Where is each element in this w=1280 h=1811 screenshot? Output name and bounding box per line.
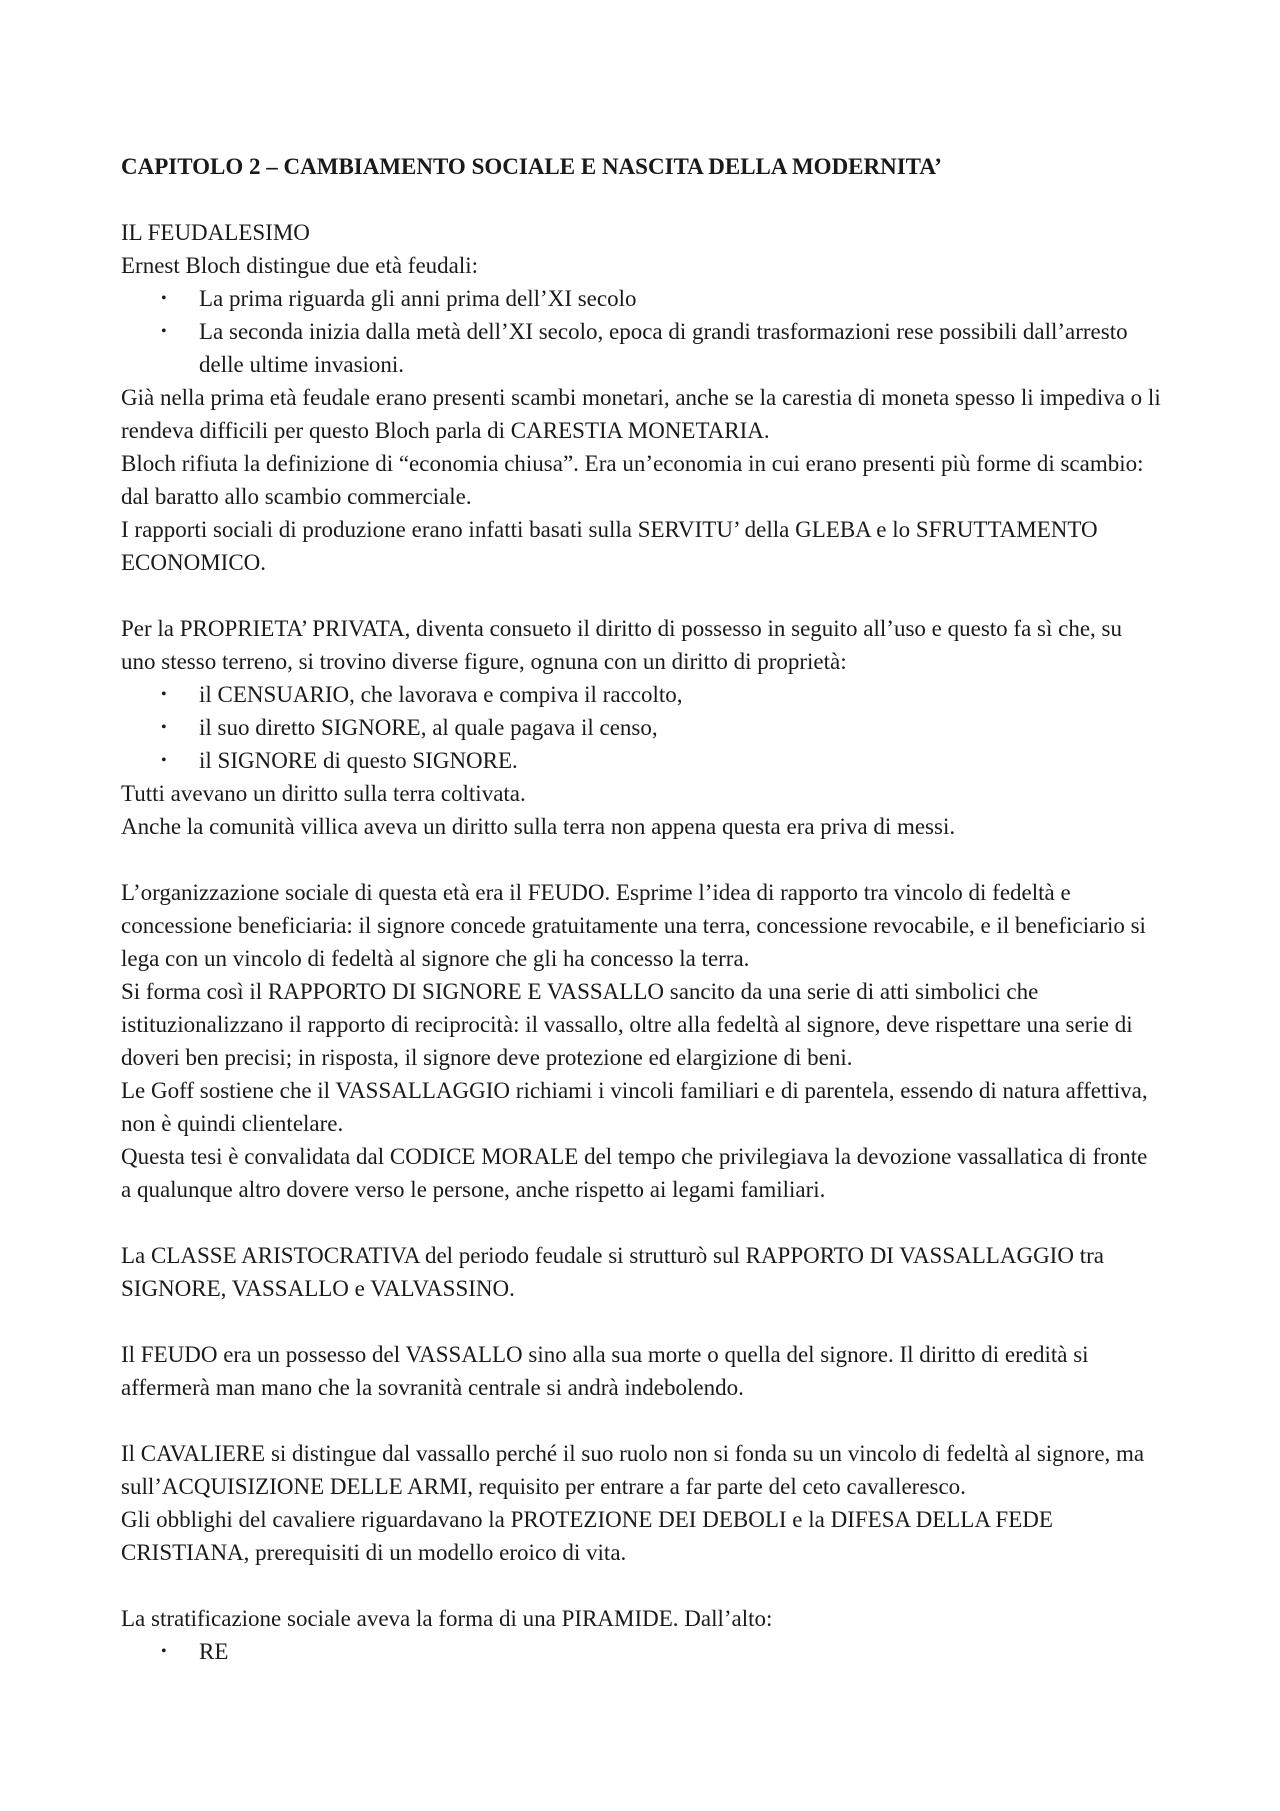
bullet-list (121, 282, 1161, 381)
chapter-title: CAPITOLO 2 – CAMBIAMENTO SOCIALE E NASCITA DELLA MODERNITA’ (121, 154, 942, 179)
paragraph: Il FEUDO era un possesso del VASSALLO sino alla sua morte o quella del signore. Il diritto di eredità si affermerà man mano che la sovranità centrale si andrà indebolendo. (121, 1342, 1089, 1400)
list-item (121, 678, 1161, 711)
bullet-list (121, 1635, 1161, 1668)
paragraph-gap (121, 843, 1161, 876)
bullet-icon: • (161, 752, 167, 769)
bullet-icon: • (161, 323, 167, 340)
paragraph: Per la PROPRIETA’ PRIVATA, diventa consueto il diritto di possesso in seguito all’uso e questo fa sì che, su uno stesso terreno, si trovino diverse figure, ognuna con un diritto di proprietà: (121, 616, 1122, 674)
bullet-icon: • (161, 719, 167, 736)
paragraph: Tutti avevano un diritto sulla terra coltivata. (121, 781, 526, 806)
paragraph: Il CAVALIERE si distingue dal vassallo perché il suo ruolo non si fonda su un vincolo di fedeltà al signore, ma sull’ACQUISIZIONE DELLE ARMI, requisito per entrare a far parte del ceto cavalleresco. (121, 1441, 1145, 1499)
paragraph-gap (121, 579, 1161, 612)
list-item (121, 744, 1161, 777)
paragraph: La CLASSE ARISTOCRATIVA del periodo feudale si strutturò sul RAPPORTO DI VASSALLAGGIO tra SIGNORE, VASSALLO e VALVASSINO. (121, 1243, 1104, 1301)
paragraph: Già nella prima età feudale erano presenti scambi monetari, anche se la carestia di moneta spesso li impediva o li rendeva difficili per questo Bloch parla di CARESTIA MONETARIA. (121, 385, 1161, 443)
bullet-list (121, 678, 1161, 777)
document-page (121, 150, 1161, 1668)
paragraph-gap (121, 1569, 1161, 1602)
paragraph: L’organizzazione sociale di questa età era il FEUDO. Esprime l’idea di rapporto tra vincolo di fedeltà e concessione beneficiaria: il signore concede gratuitamente una terra, concessione revocabile, e il beneficiario si lega con un vincolo di fedeltà al signore che gli ha concesso la terra. (121, 880, 1146, 971)
paragraph: Ernest Bloch distingue due età feudali: (121, 253, 479, 278)
paragraph: La stratificazione sociale aveva la forma di una PIRAMIDE. Dall’alto: (121, 1606, 773, 1631)
list-item-text: il suo diretto SIGNORE, al quale pagava il censo, (199, 715, 658, 740)
list-item-text: il CENSUARIO, che lavorava e compiva il raccolto, (199, 682, 683, 707)
paragraph: Gli obblighi del cavaliere riguardavano la PROTEZIONE DEI DEBOLI e la DIFESA DELLA FEDE CRISTIANA, prerequisiti di un modello eroico di vita. (121, 1507, 1053, 1565)
list-item-text: La prima riguarda gli anni prima dell’XI secolo (199, 286, 637, 311)
paragraph-gap (121, 1404, 1161, 1437)
paragraph: Anche la comunità villica aveva un diritto sulla terra non appena questa era priva di messi. (121, 814, 956, 839)
section-heading: IL FEUDALESIMO (121, 220, 310, 245)
paragraph: Bloch rifiuta la definizione di “economia chiusa”. Era un’economia in cui erano presenti più forme di scambio: dal baratto allo scambio commerciale. (121, 451, 1144, 509)
paragraph: I rapporti sociali di produzione erano infatti basati sulla SERVITU’ della GLEBA e lo SFRUTTAMENTO ECONOMICO. (121, 517, 1098, 575)
list-item (121, 1635, 1161, 1668)
paragraph: Le Goff sostiene che il VASSALLAGGIO richiami i vincoli familiari e di parentela, essendo di natura affettiva, non è quindi clientelare. (121, 1078, 1148, 1136)
list-item (121, 282, 1161, 315)
paragraph-gap (121, 1305, 1161, 1338)
list-item-text: il SIGNORE di questo SIGNORE. (199, 748, 518, 773)
paragraph-gap (121, 1206, 1161, 1239)
list-item (121, 315, 1161, 381)
paragraph: Questa tesi è convalidata dal CODICE MORALE del tempo che privilegiava la devozione vassallatica di fronte a qualunque altro dovere verso le persone, anche rispetto ai legami familiari. (121, 1144, 1148, 1202)
list-item (121, 711, 1161, 744)
paragraph: Si forma così il RAPPORTO DI SIGNORE E VASSALLO sancito da una serie di atti simbolici che istituzionalizzano il rapporto di reciprocità: il vassallo, oltre alla fedeltà al signore, deve rispettare una serie di doveri ben precisi; in risposta, il signore deve protezione ed elargizione di beni. (121, 979, 1133, 1070)
list-item-text: RE (199, 1639, 229, 1664)
list-item-text: La seconda inizia dalla metà dell’XI secolo, epoca di grandi trasformazioni rese possibili dall’arresto delle ultime invasioni. (199, 319, 1128, 377)
bullet-icon: • (161, 1643, 167, 1660)
bullet-icon: • (161, 290, 167, 307)
bullet-icon: • (161, 686, 167, 703)
